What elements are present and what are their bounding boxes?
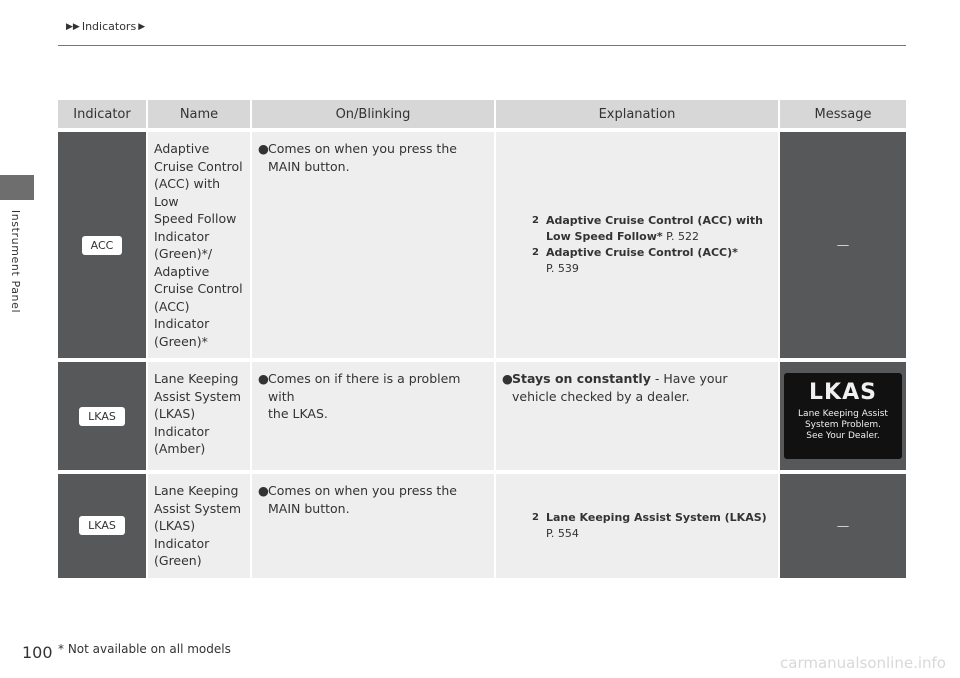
column-header-indicator: Indicator	[58, 100, 146, 128]
breadcrumb[interactable]	[66, 20, 145, 33]
cross-reference-link[interactable]: 2 Adaptive Cruise Control (ACC) with Low Speed Follow* P. 522	[532, 214, 763, 243]
explanation-cell	[494, 132, 778, 358]
table-row	[58, 132, 906, 358]
page-number: 100	[22, 643, 53, 662]
reference-arrow-icon: 2	[532, 215, 539, 226]
bullet-icon: ●	[258, 371, 269, 386]
header-rule	[58, 45, 906, 46]
explanation-cell: ● Stays on constantly - Have your vehicle checked by a dealer.	[494, 362, 778, 470]
indicator-table	[58, 96, 906, 582]
chapter-tab	[0, 175, 34, 200]
breadcrumb-triangle-icon: ▶▶	[66, 21, 80, 32]
indicator-cell	[58, 132, 146, 358]
column-header-on-blinking: On/Blinking	[250, 100, 494, 128]
footnote: * Not available on all models	[58, 642, 231, 656]
message-cell: —	[778, 474, 906, 578]
on-blinking-cell: ● Comes on when you press the MAIN button.	[250, 474, 494, 578]
cross-reference-link[interactable]: 2 Adaptive Cruise Control (ACC)* P. 539	[532, 246, 738, 275]
on-blinking-cell: ● Comes on when you press the MAIN button.	[250, 132, 494, 358]
breadcrumb-item-indicators[interactable]: Indicators	[81, 20, 137, 33]
cross-reference-link[interactable]: 2 Lane Keeping Assist System (LKAS) P. 554	[532, 510, 767, 540]
column-header-name: Name	[146, 100, 250, 128]
table-row	[58, 362, 906, 470]
name-cell: Adaptive Cruise Control (ACC) with Low Speed Follow Indicator (Green)*/ Adaptive Cruise Control (ACC) Indicator (Green)*	[146, 132, 250, 358]
name-cell: Lane Keeping Assist System (LKAS) Indicator (Amber)	[146, 362, 250, 470]
column-header-message: Message	[778, 100, 906, 128]
message-cell: —	[778, 132, 906, 358]
table-row	[58, 474, 906, 578]
acc-icon: ACC	[82, 236, 123, 255]
message-cell	[778, 362, 906, 470]
indicator-cell	[58, 362, 146, 470]
bullet-icon: ●	[258, 141, 269, 156]
lkas-message-screen: LKAS Lane Keeping Assist System Problem. See Your Dealer.	[784, 373, 902, 459]
lkas-icon: LKAS	[79, 407, 125, 426]
breadcrumb-triangle-icon: ▶	[138, 21, 146, 32]
name-cell: Lane Keeping Assist System (LKAS) Indicator (Green)	[146, 474, 250, 578]
explanation-cell	[494, 474, 778, 578]
bullet-icon: ●	[502, 371, 513, 386]
reference-arrow-icon: 2	[532, 247, 539, 258]
indicator-cell	[58, 474, 146, 578]
bullet-icon: ●	[258, 483, 269, 498]
chapter-side-label: Instrument Panel	[9, 209, 23, 313]
watermark: carmanualsonline.info	[780, 654, 946, 672]
column-header-explanation: Explanation	[494, 100, 778, 128]
on-blinking-cell: ● Comes on if there is a problem with the LKAS.	[250, 362, 494, 470]
lkas-icon: LKAS	[79, 516, 125, 535]
reference-arrow-icon: 2	[532, 511, 539, 523]
table-header-row	[58, 100, 906, 128]
